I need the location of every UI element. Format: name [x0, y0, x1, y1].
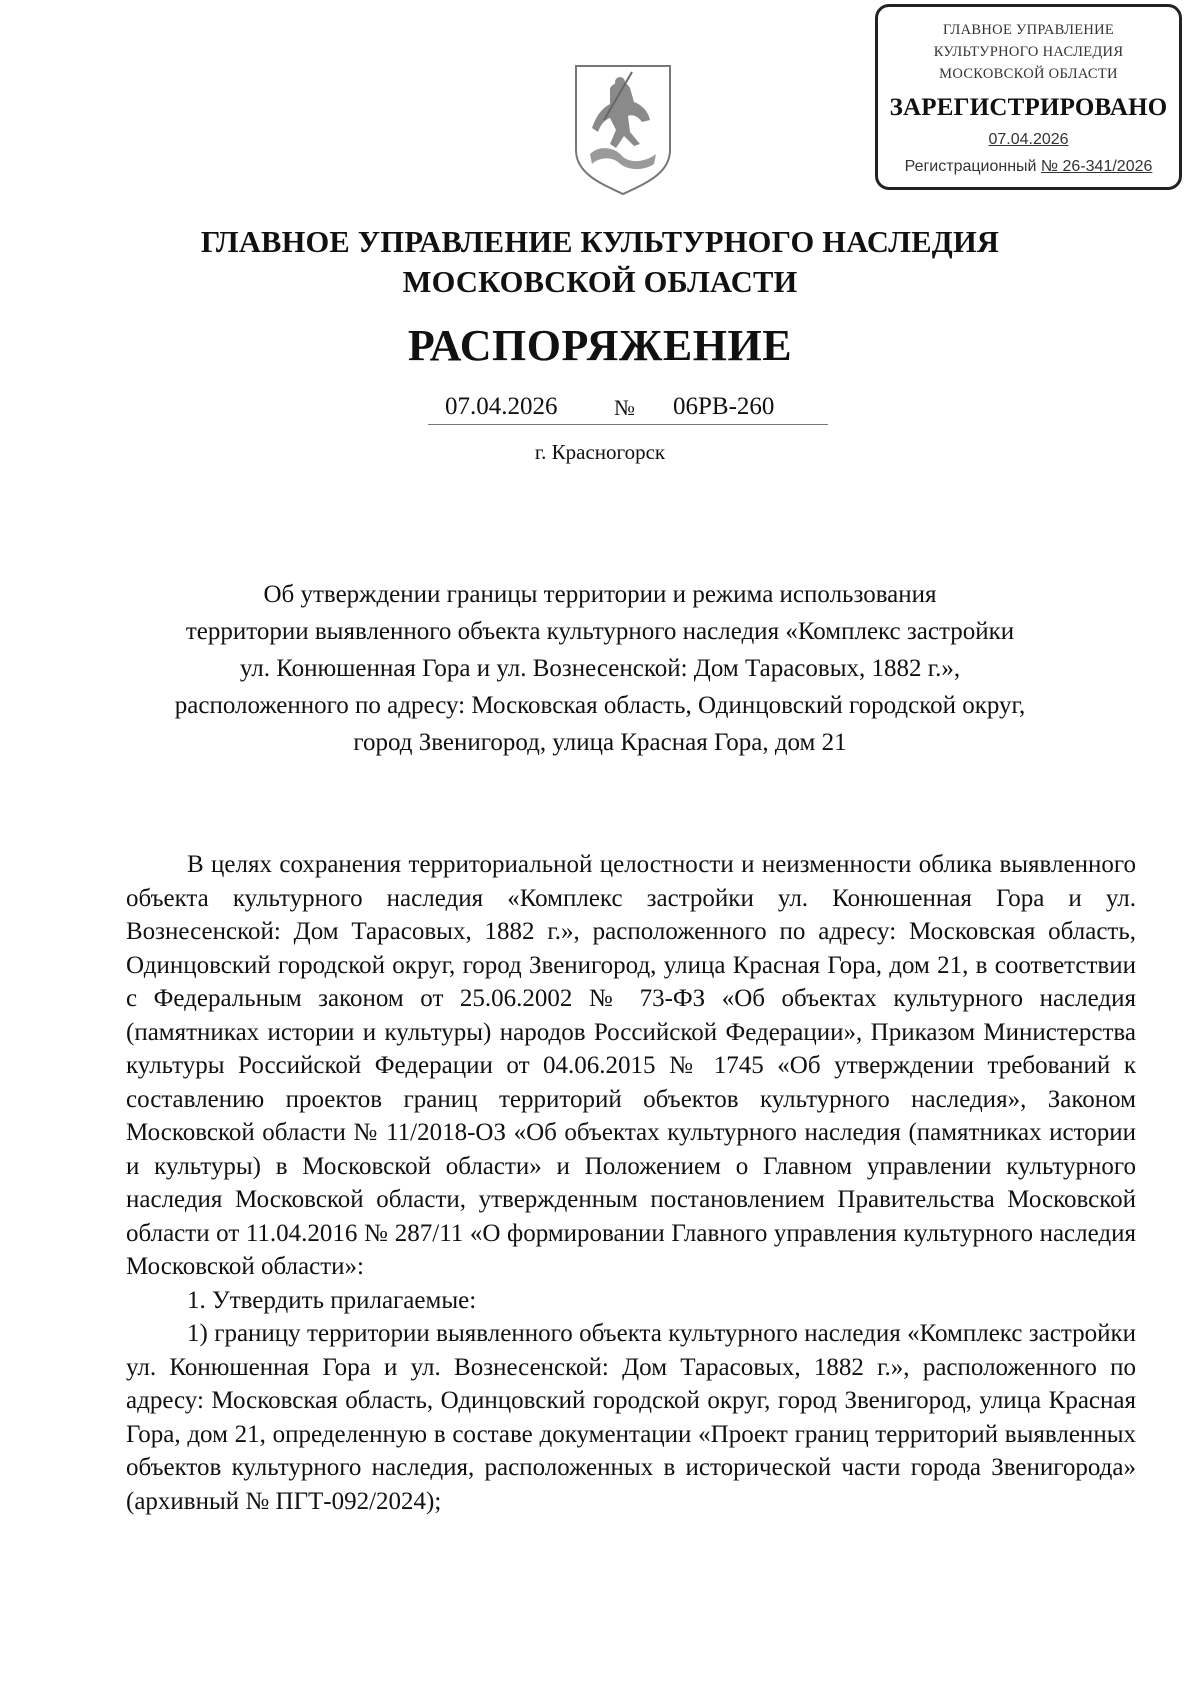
- body-paragraph: 1) границу территории выявленного объекта культурного наследия «Комплекс застройки ул. Конюшенная Гора и ул. Вознесенской: Дом Тарасовых, 1882 г.», расположенного по адресу: Московская область, Одинцовский городской округ, город Звенигород, улица Красная Гора, дом 21, определенную в составе документации «Проект границ территорий выявленных объектов культурного наследия, расположенных в исторической части города Звенигорода» (архивный № ПГТ-092/2024);: [126, 1320, 1136, 1515]
- body-paragraph: 1. Утвердить прилагаемые:: [187, 1286, 477, 1314]
- stamp-org-line: МОСКОВСКОЙ ОБЛАСТИ: [939, 66, 1118, 82]
- stamp-date: 07.04.2026: [988, 131, 1069, 148]
- number-sign: №: [614, 395, 635, 420]
- registration-stamp: [875, 4, 1182, 190]
- document-city: г. Красногорск: [534, 440, 666, 464]
- document-type: РАСПОРЯЖЕНИЕ: [407, 321, 793, 370]
- document-date-number: [428, 393, 828, 425]
- coat-of-arms-icon: [570, 58, 676, 196]
- stamp-registration-number: [878, 153, 1179, 181]
- subject-line: территории выявленного объекта культурного наследия «Комплекс застройки: [185, 618, 1015, 645]
- org-title-line: ГЛАВНОЕ УПРАВЛЕНИЕ КУЛЬТУРНОГО НАСЛЕДИЯ: [200, 225, 1000, 259]
- document-subject: [100, 576, 1100, 761]
- stamp-org-line: ГЛАВНОЕ УПРАВЛЕНИЕ: [942, 22, 1115, 38]
- body-paragraph: В целях сохранения территориальной целостности и неизменности облика выявленного объекта культурного наследия «Комплекс застройки ул. Конюшенная Гора и ул. Вознесенской: Дом Тарасовых, 1882 г.», расположенного по адресу: Московская область, Одинцовский городской округ, город Звенигород, улица Красная Гора, дом 21, в соответствии с Федеральным законом от 25.06.2002 № 73-ФЗ «Об объектах культурного наследия (памятниках истории и культуры) народов Российской Федерации», Приказом Министерства культуры Российской Федерации от 04.06.2015 № 1745 «Об утверждении требований к составлению проектов границ территорий объектов культурного наследия», Законом Московской области № 11/2018-ОЗ «Об объектах культурного наследия (памятниках истории и культуры) в Московской области» и Положением о Главном управлении культурного наследия Московской области, утвержденным постановлением Правительства Московской области от 11.04.2016 № 287/11 «О формировании Главного управления культурного наследия Московской области»:: [126, 851, 1136, 1280]
- stamp-org-line: КУЛЬТУРНОГО НАСЛЕДИЯ: [933, 44, 1124, 60]
- subject-line: расположенного по адресу: Московская область, Одинцовский городской округ,: [174, 692, 1026, 719]
- stamp-status: ЗАРЕГИСТРИРОВАНО: [889, 94, 1168, 121]
- subject-line: город Звенигород, улица Красная Гора, дом 21: [353, 729, 847, 756]
- stamp-reg-number: № 26-341/2026: [1040, 158, 1153, 175]
- organization-title: [0, 222, 1200, 302]
- document-body: [126, 848, 1136, 1518]
- stamp-reg-label: Регистрационный: [904, 158, 1037, 175]
- subject-line: ул. Конюшенная Гора и ул. Вознесенской: Дом Тарасовых, 1882 г.»,: [239, 655, 961, 682]
- document-date: 07.04.2026: [445, 393, 558, 420]
- underline-divider: [428, 424, 828, 425]
- subject-line: Об утверждении границы территории и режима использования: [263, 581, 937, 608]
- document-number: 06РВ-260: [673, 393, 775, 420]
- org-title-line: МОСКОВСКОЙ ОБЛАСТИ: [402, 265, 798, 299]
